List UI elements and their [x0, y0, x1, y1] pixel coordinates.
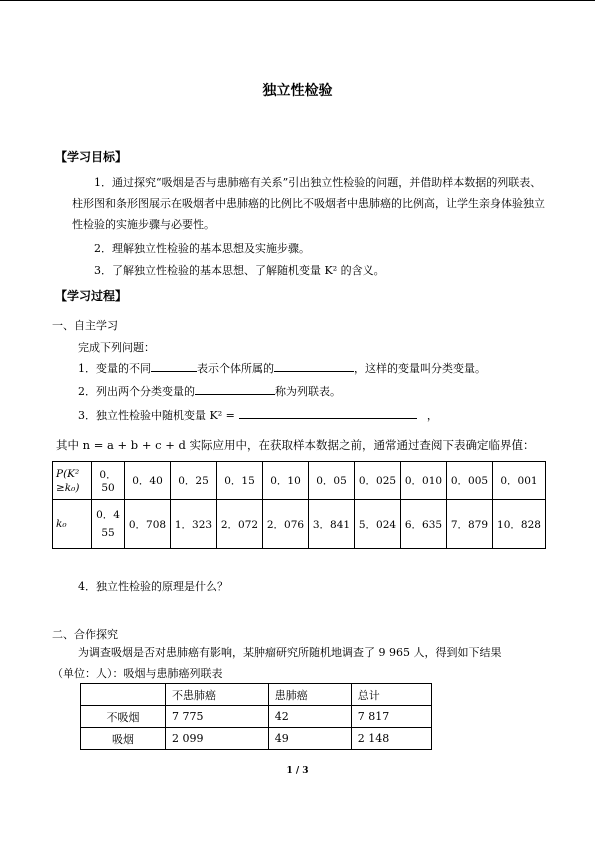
table-cell: 0．40	[125, 462, 171, 500]
table-header: 患肺癌	[268, 684, 351, 706]
contingency-table	[80, 683, 432, 750]
table-cell: 0．005	[447, 462, 493, 500]
table-cell: 0．010	[401, 462, 447, 500]
part1-title: 一、自主学习	[52, 319, 118, 332]
table-cell: 2．076	[263, 500, 309, 549]
table-cell: 6．635	[401, 500, 447, 549]
table-header: 不患肺癌	[166, 684, 269, 706]
section-heading-process: 【学习过程】	[55, 289, 128, 303]
goal-item-1: 1．通过探究“吸烟是否与患肺癌有关系”引出独立性检验的问题，并借助样本数据的列联表、柱形图和条形图展示在吸烟者中患肺癌的比例比不吸烟者中患肺癌的比例高，让学生亲身体验独立性检验的实施步骤与必要性。	[72, 176, 545, 231]
table-cell: P(K² ≥k₀)	[53, 462, 92, 500]
answer-blank[interactable]	[195, 384, 275, 395]
table-cell: 42	[268, 706, 351, 728]
table-cell: 7 817	[351, 706, 431, 728]
question-1: 1．变量的不同 表示个体所属的 ，这样的变量叫分类变量。	[78, 362, 486, 375]
part2-intro-line2: （单位：人）：吸烟与患肺癌列联表	[52, 667, 223, 680]
critical-value-table	[52, 461, 546, 549]
answer-blank[interactable]	[239, 408, 417, 419]
table-cell: 0．05	[309, 462, 355, 500]
page-title: 独立性检验	[262, 83, 333, 99]
table-cell: 0．001	[493, 462, 546, 500]
table-row	[81, 684, 432, 706]
part2-title: 二、合作探究	[52, 628, 118, 641]
part1-intro: 完成下列问题：	[78, 341, 155, 354]
answer-blank[interactable]	[274, 361, 354, 372]
part2-intro-line1: 为调查吸烟是否对患肺癌有影响，某肿瘤研究所随机地调查了 9 965 人，得到如下结果	[78, 646, 502, 659]
table-cell: 49	[268, 728, 351, 750]
table-row	[81, 706, 432, 728]
goal-item-2: 2．理解独立性检验的基本思想及实施步骤。	[94, 242, 310, 255]
question-4: 4．独立性检验的原理是什么？	[78, 580, 228, 593]
table-cell: k₀	[53, 500, 92, 549]
table-cell: 0．50	[92, 462, 125, 500]
top-rule	[0, 0, 595, 1]
table-cell: 0．25	[171, 462, 217, 500]
answer-blank[interactable]	[151, 361, 197, 372]
table-cell: 0．455	[92, 500, 125, 549]
table-row	[53, 500, 546, 549]
table-cell: 7．879	[447, 500, 493, 549]
table-cell: 5．024	[355, 500, 401, 549]
question-2: 2．列出两个分类变量的 称为列联表。	[78, 385, 341, 398]
table-cell: 1．323	[171, 500, 217, 549]
table-cell: 2 099	[166, 728, 269, 750]
section-heading-goals: 【学习目标】	[55, 150, 128, 164]
table-cell: 10．828	[493, 500, 546, 549]
table-cell: 2 148	[351, 728, 431, 750]
table-cell: 0．10	[263, 462, 309, 500]
table-row	[53, 462, 546, 500]
table-cell: 0．15	[217, 462, 263, 500]
table-cell: 3．841	[309, 500, 355, 549]
formula-note: 其中 n = a + b + c + d 实际应用中，在获取样本数据之前，通常通过查阅下表确定临界值：	[56, 438, 535, 452]
table-cell: 7 775	[166, 706, 269, 728]
table-cell: 不吸烟	[81, 706, 166, 728]
table-cell	[81, 684, 166, 706]
table-cell: 2．072	[217, 500, 263, 549]
table-row	[81, 728, 432, 750]
table-header: 总计	[351, 684, 431, 706]
goal-item-3: 3．了解独立性检验的基本思想、了解随机变量 K² 的含义。	[94, 264, 385, 277]
table-cell: 吸烟	[81, 728, 166, 750]
table-cell: 0．708	[125, 500, 171, 549]
question-3: 3．独立性检验中随机变量 K² = ，	[78, 409, 438, 422]
table-cell: 0．025	[355, 462, 401, 500]
page-number: 1 / 3	[286, 766, 309, 776]
